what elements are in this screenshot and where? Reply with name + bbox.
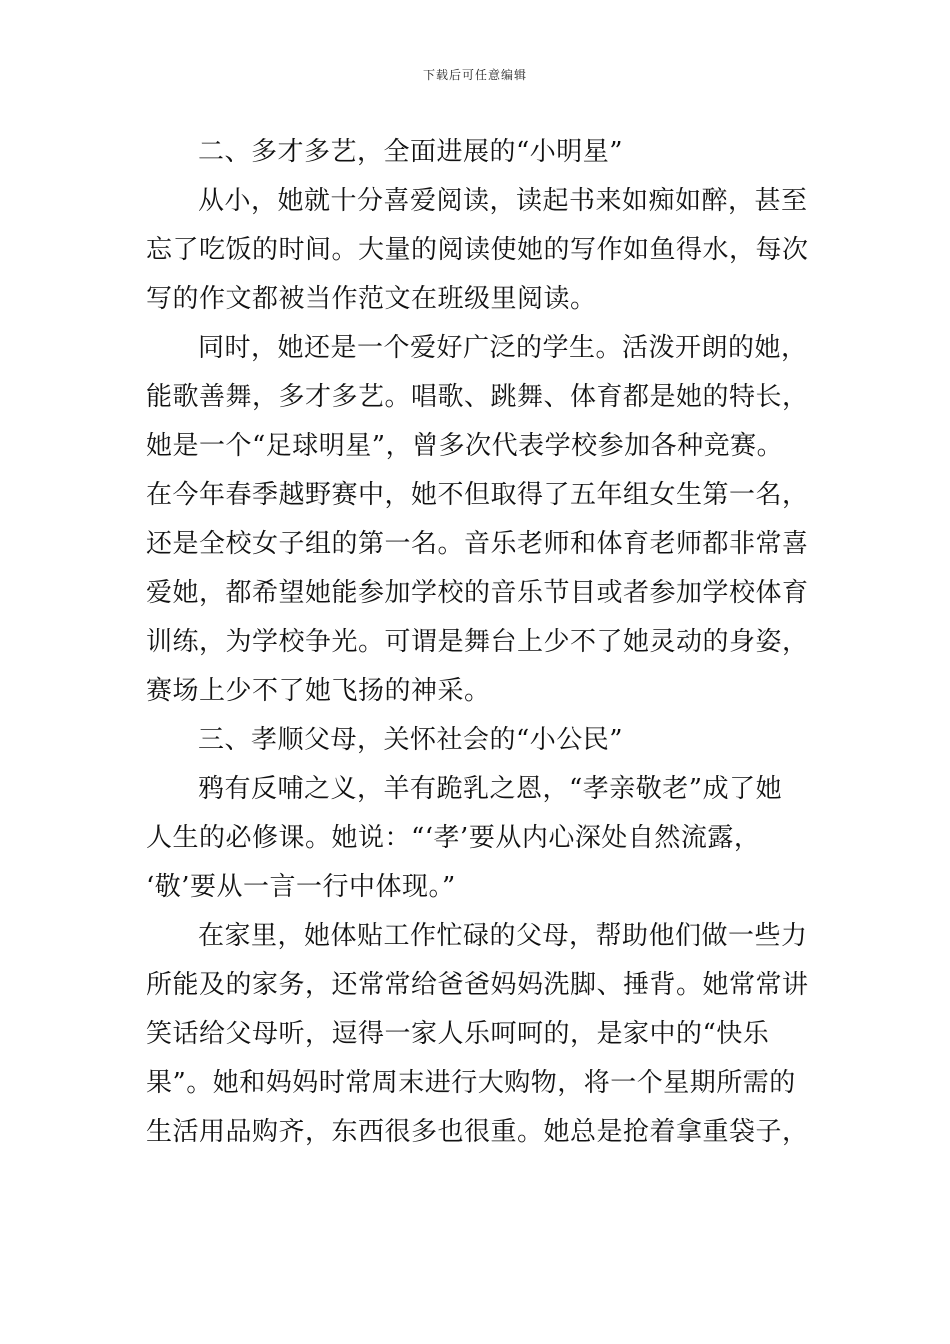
text-line: 果”。她和妈妈时常周末进行大购物，将一个星期所需的 [146,1068,796,1098]
text-line: 在今年春季越野赛中，她不但取得了五年组女生第一名， [146,480,809,510]
text-line: 写的作文都被当作范文在班级里阅读。 [146,284,597,314]
text-line: 二、多才多艺，全面进展的“小明星” [198,137,624,167]
text-line: 在家里，她体贴工作忙碌的父母，帮助他们做一些力 [198,921,808,951]
text-line: 从小，她就十分喜爱阅读，读起书来如痴如醉，甚至 [198,186,808,216]
text-line: 还是全校女子组的第一名。音乐老师和体育老师都非常喜 [146,529,809,559]
text-line: ‘敬’要从一言一行中体现。” [146,872,456,902]
page-header-note: 下载后可任意编辑 [422,68,527,82]
text-line: 所能及的家务，还常常给爸爸妈妈洗脚、捶背。她常常讲 [146,970,809,1000]
text-line: 生活用品购齐，东西很多也很重。她总是抢着拿重袋子， [146,1117,809,1147]
text-line: 同时，她还是一个爱好广泛的学生。活泼开朗的她， [198,333,808,363]
text-line: 爱她，都希望她能参加学校的音乐节目或者参加学校体育 [146,578,809,608]
text-line: 训练，为学校争光。可谓是舞台上少不了她灵动的身姿， [146,627,809,657]
text-line: 能歌善舞，多才多艺。唱歌、跳舞、体育都是她的特长， [146,382,809,412]
text-line: 忘了吃饭的时间。大量的阅读使她的写作如鱼得水，每次 [146,235,809,265]
document-body [146,128,809,1157]
text-line: 三、孝顺父母，关怀社会的“小公民” [198,725,624,755]
text-line: 人生的必修课。她说：“‘孝’要从内心深处自然流露， [146,823,761,853]
text-line: 鸦有反哺之义，羊有跪乳之恩，“孝亲敬老”成了她 [198,774,783,804]
text-line: 她是一个“足球明星”，曾多次代表学校参加各种竞赛。 [146,431,784,461]
text-line: 赛场上少不了她飞扬的神采。 [146,676,491,706]
text-line: 笑话给父母听，逗得一家人乐呵呵的，是家中的“快乐 [146,1019,770,1049]
